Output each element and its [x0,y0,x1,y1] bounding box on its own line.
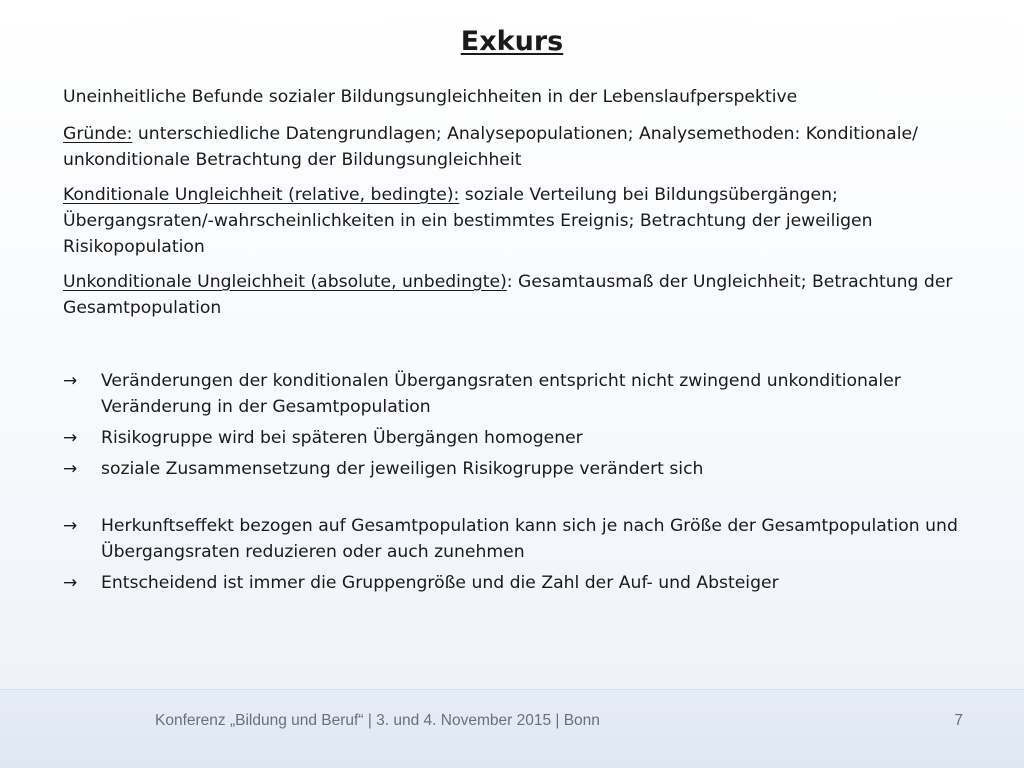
unconditional-paragraph [63,269,968,321]
unconditional-text: Gesamtausmaß der Ungleichheit; Betrachtung der Gesamtpopulation [63,272,953,318]
reasons-text: unterschiedliche Datengrundlagen; Analysepopulationen; Analysemethoden: Konditionale/ unkonditionale Betrachtung der Bildungsungleichheit [63,124,918,170]
conditional-paragraph [63,182,968,260]
arrow-list-item [63,513,968,565]
conference-info: Konferenz „Bildung und Beruf“ | 3. und 4. November 2015 | Bonn [155,712,600,729]
slide-title: Exkurs [460,26,564,57]
arrow-right-icon: → [63,516,78,536]
arrow-right-icon: → [63,371,78,391]
conditional-text: soziale Verteilung bei Bildungsübergängen; Übergangsraten/-wahrscheinlichkeiten in ein bestimmtes Ereignis; Betrachtung der jeweiligen Risikopopulation [63,185,873,257]
unconditional-colon: : [506,272,513,292]
spacer [63,487,968,513]
arrow-right-icon: → [63,573,78,593]
unconditional-paren: (absolute, unbedingte) [305,272,507,292]
arrow-item-text: Veränderungen der konditionalen Übergangsraten entspricht nicht zwingend unkonditionaler Veränderung in der Gesamtpopulation [101,371,901,417]
arrow-item-text: soziale Zusammensetzung der jeweiligen Risikogruppe verändert sich [101,459,704,479]
conditional-paren: (relative, bedingte): [282,185,460,205]
arrow-list-item [63,456,968,482]
arrow-right-icon: → [63,428,78,448]
page-number: 7 [954,712,963,729]
unconditional-term: Unkonditionale Ungleichheit [63,272,306,292]
conditional-term: Konditionale Ungleichheit [63,185,283,205]
intro-text: Uneinheitliche Befunde sozialer Bildungsungleichheiten in der Lebenslaufperspektive [63,87,798,107]
arrow-right-icon: → [63,459,78,479]
slide-body [63,84,968,601]
arrow-item-text: Herkunftseffekt bezogen auf Gesamtpopulation kann sich je nach Größe der Gesamtpopulation und Übergangsraten reduzieren oder auch zunehmen [101,516,958,562]
arrow-list-item [63,570,968,596]
slide-footer [0,689,1024,768]
reasons-label: Gründe: [63,124,133,144]
reasons-paragraph [63,121,968,173]
arrow-item-text: Entscheidend ist immer die Gruppengröße und die Zahl der Auf- und Absteiger [101,573,779,593]
arrow-list-item [63,368,968,420]
spacer [63,330,968,368]
arrow-list-item [63,425,968,451]
arrow-item-text: Risikogruppe wird bei späteren Übergängen homogener [101,428,583,448]
